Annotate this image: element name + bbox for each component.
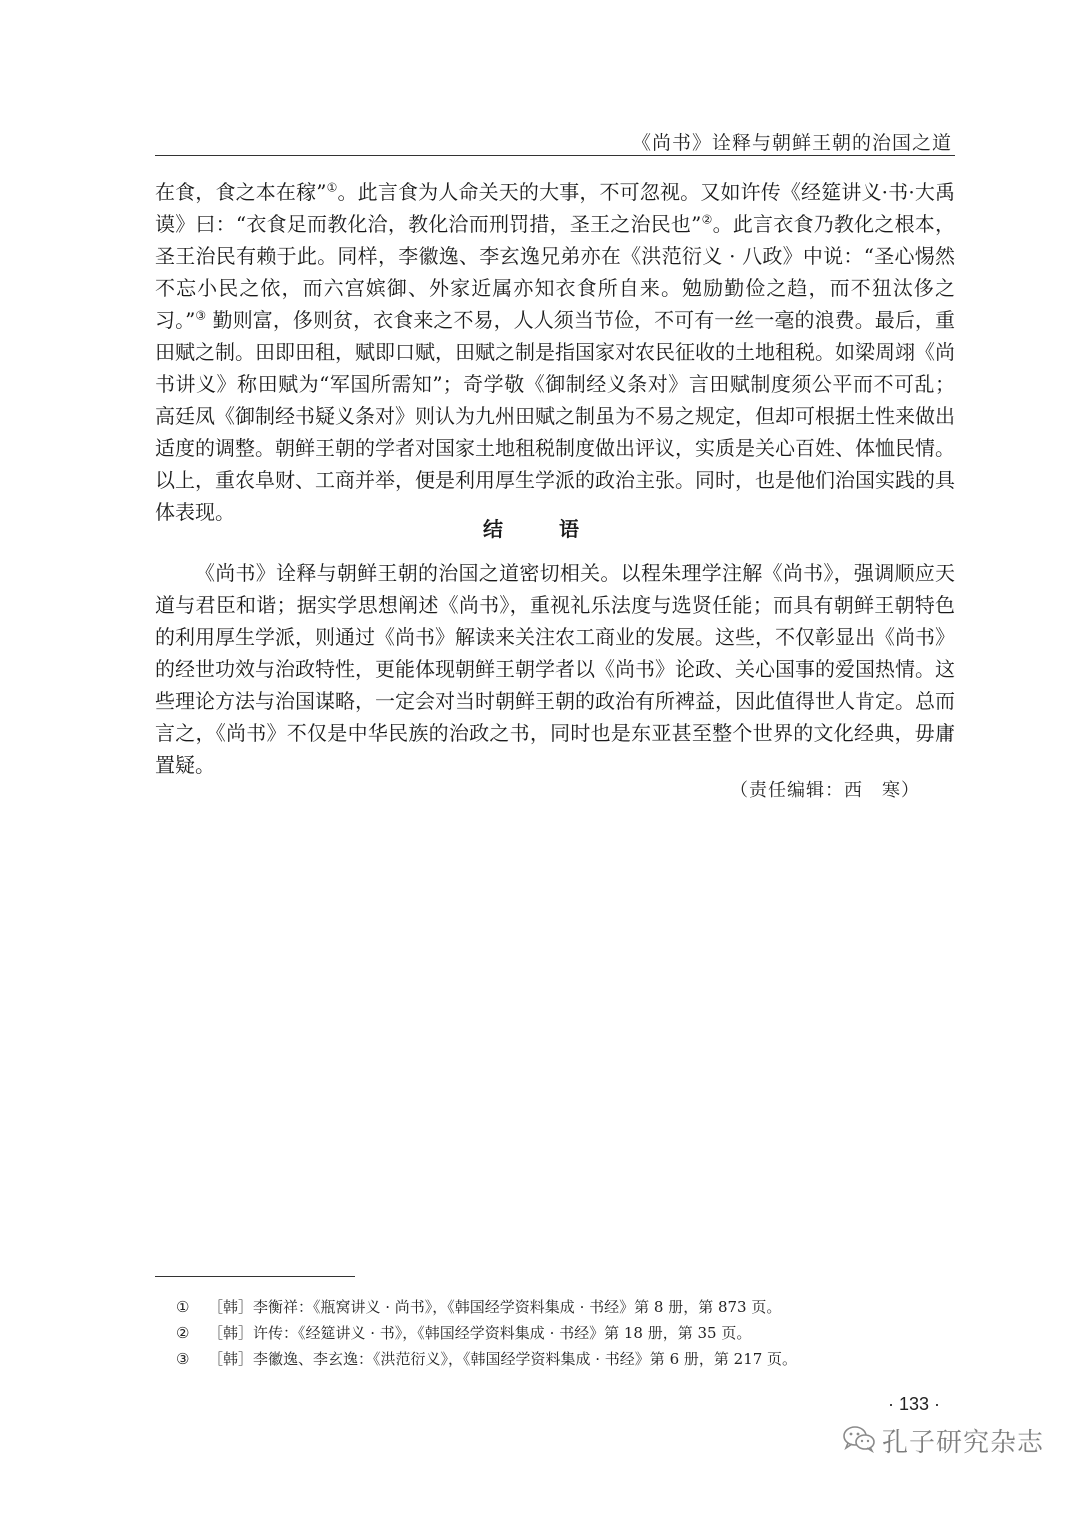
wechat-icon (842, 1425, 876, 1457)
body-paragraph-2: 《尚书》诠释与朝鲜王朝的治国之道密切相关。以程朱理学注解《尚书》，强调顺应天道与君臣和谐；据实学思想阐述《尚书》，重视礼乐法度与选贤任能；而具有朝鲜王朝特色的利用厚生学派，则通过《尚书》解读来关注农工商业的发展。这些，不仅彰显出《尚书》的经世功效与治政特性，更能体现朝鲜王朝学者以《尚书》论政、关心国事的爱国热情。这些理论方法与治国谋略，一定会对当时朝鲜王朝的政治有所裨益，因此值得世人肯定。总而言之，《尚书》不仅是中华民族的治政之书，同时也是东亚甚至整个世界的文化经典，毋庸置疑。 (155, 561, 955, 777)
running-header-title: 《尚书》诠释与朝鲜王朝的治国之道 (631, 132, 952, 154)
footnotes-list (176, 1294, 956, 1372)
footnote-3 (176, 1346, 956, 1372)
para1-text-3: 。此言衣食乃教化之根本，圣王治民有赖于此。同样，李徽逸、李玄逸兄弟亦在《洪范衍义 · 八政》中说：“圣心惕然不忘小民之依，而六宫嫔御、外家近属亦知衣食所自来。勉励勤俭之趋，而不狃汰侈之习。” (155, 212, 956, 332)
footnote-ref-2[interactable]: ② (701, 212, 713, 227)
para1-text-1: 在食，食之本在稼” (155, 180, 327, 204)
section-heading-conclusion: 结 语 (483, 517, 597, 541)
footnote-marker: ③ (176, 1350, 190, 1368)
watermark (842, 1422, 1044, 1459)
footnote-text: ［韩］李徽逸、李玄逸：《洪范衍义》，《韩国经学资料集成 · 书经》第 6 册，第 217 页。 (208, 1350, 798, 1368)
header-rule (155, 155, 955, 156)
footnote-ref-3[interactable]: ③ (195, 308, 207, 323)
footnote-ref-1[interactable]: ① (326, 180, 338, 195)
footnote-text: ［韩］李衡祥：《瓶窝讲义 · 尚书》，《韩国经学资料集成 · 书经》第 8 册，第 873 页。 (208, 1298, 782, 1316)
body-paragraph-1 (155, 176, 955, 528)
footnote-2 (176, 1320, 956, 1346)
footnote-1 (176, 1294, 956, 1320)
editor-note: （责任编辑：西 寒） (730, 780, 920, 801)
footnote-marker: ② (176, 1324, 190, 1342)
footnote-rule (155, 1276, 355, 1277)
para1-text-2: 。此言食为人命关天的大事，不可忽视。又如许传《经筵讲义·书·大禹谟》曰：“衣食足而教化洽，教化洽而刑罚措，圣王之治民也” (155, 180, 955, 236)
footnote-text: ［韩］许传：《经筵讲义 · 书》，《韩国经学资料集成 · 书经》第 18 册，第 35 页。 (208, 1324, 752, 1342)
para1-text-4: 勤则富，侈则贫，衣食来之不易，人人须当节俭，不可有一丝一毫的浪费。最后，重田赋之制。田即田租，赋即口赋，田赋之制是指国家对农民征收的土地租税。如梁周翊《尚书讲义》称田赋为“军国所需知”；奇学敬《御制经义条对》言田赋制度须公平而不可乱；高廷凤《御制经书疑义条对》则认为九州田赋之制虽为不易之规定，但却可根据土性来做出适度的调整。朝鲜王朝的学者对国家土地租税制度做出评议，实质是关心百姓、体恤民情。以上，重农阜财、工商并举，便是利用厚生学派的政治主张。同时，也是他们治国实践的具体表现。 (155, 308, 955, 524)
footnote-marker: ① (176, 1298, 190, 1316)
watermark-text: 孔子研究杂志 (881, 1428, 1044, 1458)
page-number: · 133 · (887, 1394, 940, 1414)
